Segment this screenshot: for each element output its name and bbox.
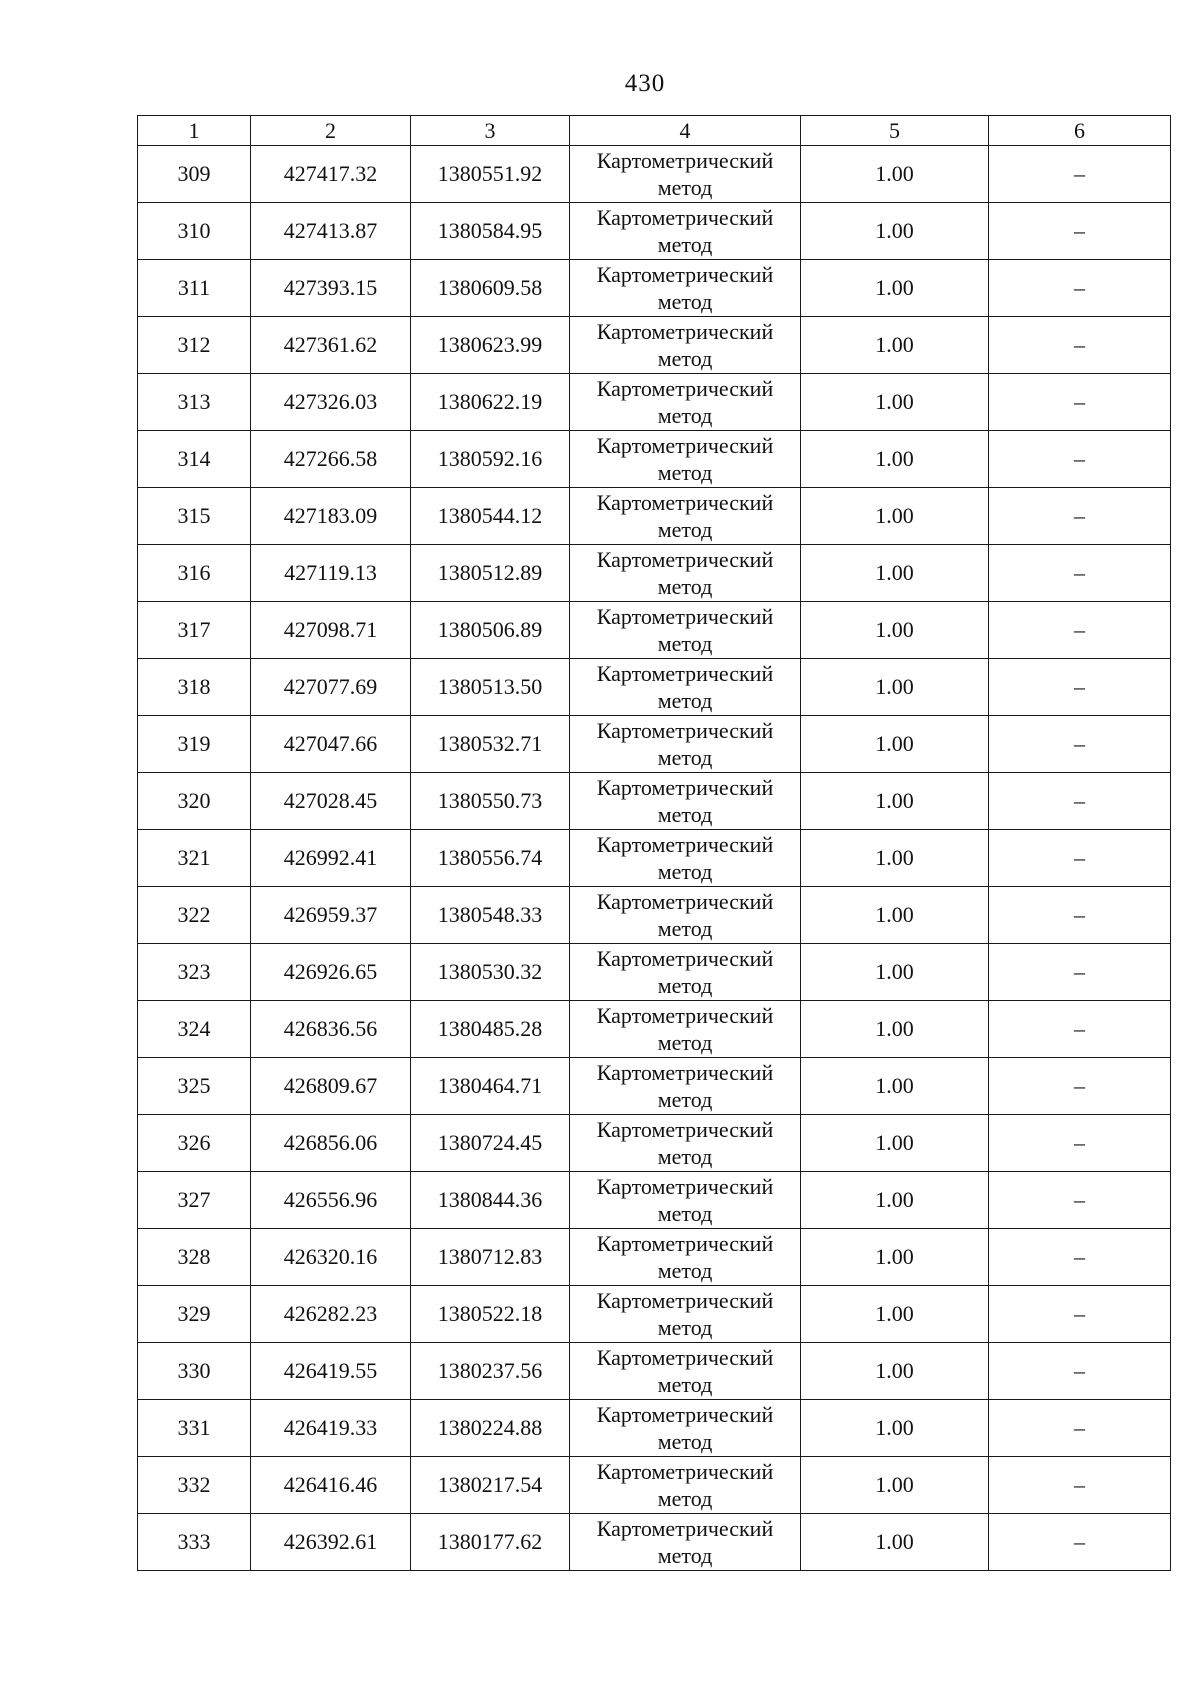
point-number-cell: 315 [138, 488, 251, 545]
table-row [138, 1058, 1171, 1115]
point-number-cell: 322 [138, 887, 251, 944]
note-cell: – [989, 1115, 1171, 1172]
table-row [138, 1115, 1171, 1172]
method-line-2: метод [657, 403, 713, 428]
y-coordinate-cell: 1380712.83 [411, 1229, 570, 1286]
y-coordinate-cell: 1380844.36 [411, 1172, 570, 1229]
note-cell: – [989, 545, 1171, 602]
note-cell: – [989, 1229, 1171, 1286]
method-line-1: Картометрический [596, 547, 774, 572]
table-row [138, 602, 1171, 659]
method-line-1: Картометрический [596, 718, 774, 743]
accuracy-cell: 1.00 [801, 1514, 989, 1571]
method-cell [570, 1400, 801, 1457]
y-coordinate-cell: 1380724.45 [411, 1115, 570, 1172]
method-cell [570, 203, 801, 260]
accuracy-cell: 1.00 [801, 488, 989, 545]
method-cell [570, 1172, 801, 1229]
y-coordinate-cell: 1380513.50 [411, 659, 570, 716]
method-line-2: метод [657, 631, 713, 656]
x-coordinate-cell: 426992.41 [251, 830, 411, 887]
x-coordinate-cell: 426320.16 [251, 1229, 411, 1286]
note-cell: – [989, 1058, 1171, 1115]
point-number-cell: 332 [138, 1457, 251, 1514]
method-line-1: Картометрический [596, 205, 774, 230]
x-coordinate-cell: 426959.37 [251, 887, 411, 944]
note-cell: – [989, 830, 1171, 887]
point-number-cell: 310 [138, 203, 251, 260]
note-cell: – [989, 1001, 1171, 1058]
column-header-5: 5 [801, 116, 989, 146]
y-coordinate-cell: 1380485.28 [411, 1001, 570, 1058]
column-header-4: 4 [570, 116, 801, 146]
x-coordinate-cell: 426282.23 [251, 1286, 411, 1343]
accuracy-cell: 1.00 [801, 659, 989, 716]
method-line-2: метод [657, 802, 713, 827]
accuracy-cell: 1.00 [801, 602, 989, 659]
column-header-1: 1 [138, 116, 251, 146]
table-row [138, 260, 1171, 317]
note-cell: – [989, 1343, 1171, 1400]
method-line-1: Картометрический [596, 376, 774, 401]
x-coordinate-cell: 427266.58 [251, 431, 411, 488]
method-cell [570, 317, 801, 374]
method-cell [570, 431, 801, 488]
method-cell [570, 374, 801, 431]
table-row [138, 830, 1171, 887]
method-line-2: метод [657, 1372, 713, 1397]
point-number-cell: 319 [138, 716, 251, 773]
point-number-cell: 318 [138, 659, 251, 716]
method-line-1: Картометрический [596, 946, 774, 971]
y-coordinate-cell: 1380177.62 [411, 1514, 570, 1571]
x-coordinate-cell: 427393.15 [251, 260, 411, 317]
table-row [138, 1514, 1171, 1571]
point-number-cell: 321 [138, 830, 251, 887]
note-cell: – [989, 887, 1171, 944]
point-number-cell: 317 [138, 602, 251, 659]
table-row [138, 1001, 1171, 1058]
column-header-3: 3 [411, 116, 570, 146]
x-coordinate-cell: 427098.71 [251, 602, 411, 659]
method-line-2: метод [657, 175, 713, 200]
method-line-2: метод [657, 232, 713, 257]
method-line-1: Картометрический [596, 1231, 774, 1256]
method-line-1: Картометрический [596, 433, 774, 458]
point-number-cell: 323 [138, 944, 251, 1001]
x-coordinate-cell: 427077.69 [251, 659, 411, 716]
note-cell: – [989, 488, 1171, 545]
note-cell: – [989, 1457, 1171, 1514]
x-coordinate-cell: 426419.33 [251, 1400, 411, 1457]
method-line-1: Картометрический [596, 1060, 774, 1085]
accuracy-cell: 1.00 [801, 317, 989, 374]
method-line-1: Картометрический [596, 1174, 774, 1199]
point-number-cell: 311 [138, 260, 251, 317]
note-cell: – [989, 716, 1171, 773]
table-row [138, 431, 1171, 488]
method-line-2: метод [657, 916, 713, 941]
method-cell [570, 887, 801, 944]
note-cell: – [989, 944, 1171, 1001]
note-cell: – [989, 602, 1171, 659]
method-line-1: Картометрический [596, 889, 774, 914]
method-line-1: Картометрический [596, 490, 774, 515]
accuracy-cell: 1.00 [801, 944, 989, 1001]
y-coordinate-cell: 1380584.95 [411, 203, 570, 260]
point-number-cell: 331 [138, 1400, 251, 1457]
point-number-cell: 316 [138, 545, 251, 602]
point-number-cell: 320 [138, 773, 251, 830]
method-cell [570, 260, 801, 317]
note-cell: – [989, 317, 1171, 374]
table-row [138, 203, 1171, 260]
table-row [138, 1172, 1171, 1229]
method-line-1: Картометрический [596, 1345, 774, 1370]
accuracy-cell: 1.00 [801, 1001, 989, 1058]
accuracy-cell: 1.00 [801, 1115, 989, 1172]
x-coordinate-cell: 426419.55 [251, 1343, 411, 1400]
method-line-1: Картометрический [596, 832, 774, 857]
accuracy-cell: 1.00 [801, 1172, 989, 1229]
method-line-2: метод [657, 1258, 713, 1283]
method-line-2: метод [657, 1315, 713, 1340]
x-coordinate-cell: 427119.13 [251, 545, 411, 602]
coordinates-table [137, 115, 1171, 1571]
table-row [138, 317, 1171, 374]
method-cell [570, 1001, 801, 1058]
method-line-1: Картометрический [596, 1516, 774, 1541]
method-line-2: метод [657, 1087, 713, 1112]
x-coordinate-cell: 427413.87 [251, 203, 411, 260]
method-cell [570, 1115, 801, 1172]
table-row [138, 1457, 1171, 1514]
method-line-2: метод [657, 1543, 713, 1568]
x-coordinate-cell: 426926.65 [251, 944, 411, 1001]
table-row [138, 1286, 1171, 1343]
header-row [138, 116, 1171, 146]
method-line-1: Картометрический [596, 1003, 774, 1028]
method-line-2: метод [657, 346, 713, 371]
note-cell: – [989, 203, 1171, 260]
point-number-cell: 330 [138, 1343, 251, 1400]
y-coordinate-cell: 1380556.74 [411, 830, 570, 887]
table-row [138, 659, 1171, 716]
x-coordinate-cell: 427326.03 [251, 374, 411, 431]
note-cell: – [989, 374, 1171, 431]
y-coordinate-cell: 1380622.19 [411, 374, 570, 431]
y-coordinate-cell: 1380592.16 [411, 431, 570, 488]
method-cell [570, 716, 801, 773]
table-row [138, 944, 1171, 1001]
method-line-1: Картометрический [596, 775, 774, 800]
method-cell [570, 545, 801, 602]
y-coordinate-cell: 1380532.71 [411, 716, 570, 773]
accuracy-cell: 1.00 [801, 773, 989, 830]
accuracy-cell: 1.00 [801, 716, 989, 773]
x-coordinate-cell: 426416.46 [251, 1457, 411, 1514]
method-line-2: метод [657, 460, 713, 485]
note-cell: – [989, 773, 1171, 830]
x-coordinate-cell: 427047.66 [251, 716, 411, 773]
point-number-cell: 313 [138, 374, 251, 431]
table-row [138, 1229, 1171, 1286]
method-cell [570, 830, 801, 887]
point-number-cell: 328 [138, 1229, 251, 1286]
method-line-2: метод [657, 574, 713, 599]
x-coordinate-cell: 426556.96 [251, 1172, 411, 1229]
table-row [138, 887, 1171, 944]
note-cell: – [989, 1172, 1171, 1229]
point-number-cell: 324 [138, 1001, 251, 1058]
note-cell: – [989, 431, 1171, 488]
note-cell: – [989, 146, 1171, 203]
table-row [138, 374, 1171, 431]
method-line-1: Картометрический [596, 1459, 774, 1484]
method-cell [570, 1343, 801, 1400]
y-coordinate-cell: 1380217.54 [411, 1457, 570, 1514]
method-line-1: Картометрический [596, 1288, 774, 1313]
accuracy-cell: 1.00 [801, 1343, 989, 1400]
method-line-2: метод [657, 1429, 713, 1454]
accuracy-cell: 1.00 [801, 260, 989, 317]
method-line-2: метод [657, 1201, 713, 1226]
accuracy-cell: 1.00 [801, 203, 989, 260]
y-coordinate-cell: 1380623.99 [411, 317, 570, 374]
point-number-cell: 326 [138, 1115, 251, 1172]
x-coordinate-cell: 426392.61 [251, 1514, 411, 1571]
accuracy-cell: 1.00 [801, 1400, 989, 1457]
x-coordinate-cell: 427361.62 [251, 317, 411, 374]
table-row [138, 1400, 1171, 1457]
y-coordinate-cell: 1380544.12 [411, 488, 570, 545]
table-body [138, 146, 1171, 1571]
method-line-2: метод [657, 517, 713, 542]
table-row [138, 716, 1171, 773]
note-cell: – [989, 260, 1171, 317]
column-header-6: 6 [989, 116, 1171, 146]
method-line-1: Картометрический [596, 661, 774, 686]
column-header-2: 2 [251, 116, 411, 146]
method-line-1: Картометрический [596, 1402, 774, 1427]
method-cell [570, 1229, 801, 1286]
accuracy-cell: 1.00 [801, 545, 989, 602]
note-cell: – [989, 1286, 1171, 1343]
x-coordinate-cell: 426856.06 [251, 1115, 411, 1172]
method-line-2: метод [657, 859, 713, 884]
y-coordinate-cell: 1380237.56 [411, 1343, 570, 1400]
method-line-1: Картометрический [596, 604, 774, 629]
method-cell [570, 488, 801, 545]
method-cell [570, 659, 801, 716]
point-number-cell: 312 [138, 317, 251, 374]
point-number-cell: 309 [138, 146, 251, 203]
method-line-2: метод [657, 973, 713, 998]
table-row [138, 1343, 1171, 1400]
accuracy-cell: 1.00 [801, 431, 989, 488]
method-cell [570, 1058, 801, 1115]
accuracy-cell: 1.00 [801, 374, 989, 431]
method-line-2: метод [657, 1144, 713, 1169]
point-number-cell: 325 [138, 1058, 251, 1115]
y-coordinate-cell: 1380506.89 [411, 602, 570, 659]
page-number: 430 [624, 70, 666, 97]
method-cell [570, 146, 801, 203]
point-number-cell: 327 [138, 1172, 251, 1229]
method-cell [570, 944, 801, 1001]
method-line-1: Картометрический [596, 148, 774, 173]
y-coordinate-cell: 1380609.58 [411, 260, 570, 317]
y-coordinate-cell: 1380550.73 [411, 773, 570, 830]
accuracy-cell: 1.00 [801, 830, 989, 887]
x-coordinate-cell: 426836.56 [251, 1001, 411, 1058]
y-coordinate-cell: 1380224.88 [411, 1400, 570, 1457]
method-line-1: Картометрический [596, 262, 774, 287]
y-coordinate-cell: 1380551.92 [411, 146, 570, 203]
y-coordinate-cell: 1380530.32 [411, 944, 570, 1001]
method-line-2: метод [657, 745, 713, 770]
accuracy-cell: 1.00 [801, 1229, 989, 1286]
accuracy-cell: 1.00 [801, 887, 989, 944]
x-coordinate-cell: 427183.09 [251, 488, 411, 545]
point-number-cell: 333 [138, 1514, 251, 1571]
accuracy-cell: 1.00 [801, 1058, 989, 1115]
y-coordinate-cell: 1380464.71 [411, 1058, 570, 1115]
note-cell: – [989, 659, 1171, 716]
method-line-2: метод [657, 289, 713, 314]
note-cell: – [989, 1514, 1171, 1571]
method-line-2: метод [657, 688, 713, 713]
x-coordinate-cell: 427028.45 [251, 773, 411, 830]
method-cell [570, 602, 801, 659]
point-number-cell: 314 [138, 431, 251, 488]
method-line-1: Картометрический [596, 319, 774, 344]
note-cell: – [989, 1400, 1171, 1457]
accuracy-cell: 1.00 [801, 146, 989, 203]
method-line-2: метод [657, 1030, 713, 1055]
method-cell [570, 1286, 801, 1343]
table-row [138, 488, 1171, 545]
method-line-2: метод [657, 1486, 713, 1511]
table-row [138, 146, 1171, 203]
method-line-1: Картометрический [596, 1117, 774, 1142]
method-cell [570, 773, 801, 830]
y-coordinate-cell: 1380548.33 [411, 887, 570, 944]
table-row [138, 545, 1171, 602]
y-coordinate-cell: 1380512.89 [411, 545, 570, 602]
accuracy-cell: 1.00 [801, 1457, 989, 1514]
y-coordinate-cell: 1380522.18 [411, 1286, 570, 1343]
point-number-cell: 329 [138, 1286, 251, 1343]
x-coordinate-cell: 427417.32 [251, 146, 411, 203]
table-row [138, 773, 1171, 830]
accuracy-cell: 1.00 [801, 1286, 989, 1343]
method-cell [570, 1514, 801, 1571]
x-coordinate-cell: 426809.67 [251, 1058, 411, 1115]
method-cell [570, 1457, 801, 1514]
